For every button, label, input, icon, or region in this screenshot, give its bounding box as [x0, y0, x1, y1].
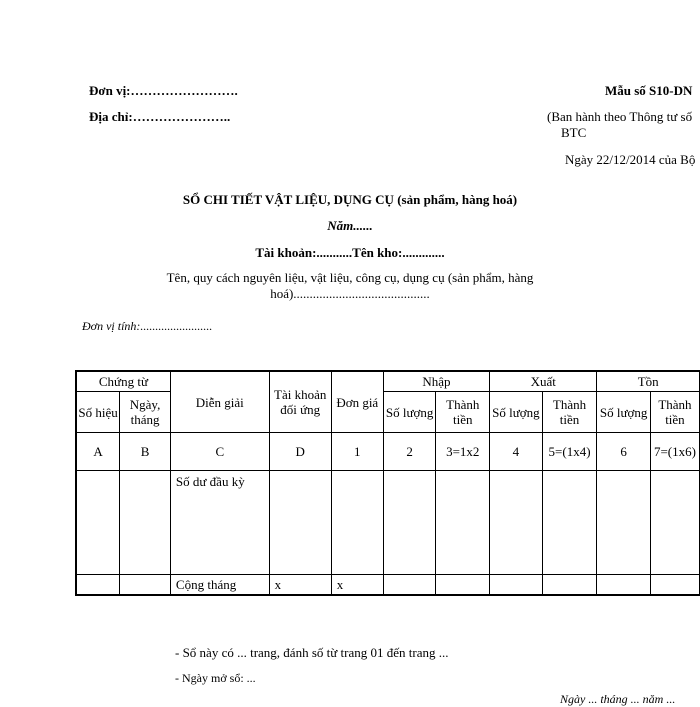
material-spec-line: Tên, quy cách nguyên liệu, vật liệu, công cụ, dụng cụ (sản phẩm, hàng hoá).......................................... [166, 270, 534, 301]
code-cell: D [269, 433, 331, 471]
body-cell [120, 471, 171, 575]
issued-by-line-1: (Ban hành theo Thông tư số [547, 109, 693, 124]
page-count-note: - Sổ này có ... trang, đánh số từ trang 01 đến trang ... [175, 645, 449, 660]
code-cell: 2 [383, 433, 436, 471]
body-cell [597, 471, 651, 575]
header-dien-giai: Diễn giải [170, 371, 269, 433]
body-cell [542, 575, 597, 596]
body-cell [383, 575, 436, 596]
body-cell [76, 471, 120, 575]
subheader-ton-thanh-tien: Thành tiền [650, 392, 699, 433]
body-cell [120, 575, 171, 596]
form-number: Mẫu số S10-DN [605, 83, 693, 98]
code-cell: B [120, 433, 171, 471]
body-cell [650, 471, 699, 575]
month-total-price-x: x [331, 575, 383, 596]
subheader-nhap-thanh-tien: Thành tiền [436, 392, 490, 433]
subheader-ngay-thang: Ngày, tháng [120, 392, 171, 433]
code-cell: 6 [597, 433, 651, 471]
subheader-ton-so-luong: Số lượng [597, 392, 651, 433]
issued-date: Ngày 22/12/2014 của Bộ [565, 152, 696, 167]
open-date-note: - Ngày mở sổ: ... [175, 671, 256, 685]
body-cell [597, 575, 651, 596]
code-cell: 1 [331, 433, 383, 471]
dia-chi-label: Địa chỉ:………………….. [89, 109, 231, 124]
header-nhap: Nhập [383, 371, 489, 392]
month-total-label: Cộng tháng [170, 575, 269, 596]
code-cell: C [170, 433, 269, 471]
year-line: Năm...... [327, 218, 373, 233]
body-cell [269, 471, 331, 575]
code-cell: 3=1x2 [436, 433, 490, 471]
body-cell [383, 471, 436, 575]
body-cell [490, 471, 543, 575]
body-cell [650, 575, 699, 596]
header-tai-khoan-doi-ung: Tài khoản đối ứng [269, 371, 331, 433]
subheader-nhap-so-luong: Số lượng [383, 392, 436, 433]
header-ton: Tồn [597, 371, 700, 392]
code-cell: 5=(1x4) [542, 433, 597, 471]
header-chung-tu: Chứng từ [76, 371, 170, 392]
code-cell: 7=(1x6) [650, 433, 699, 471]
subheader-xuat-thanh-tien: Thành tiền [542, 392, 597, 433]
opening-balance-label: Số dư đầu kỳ [170, 471, 269, 575]
month-total-account-x: x [269, 575, 331, 596]
subheader-so-hieu: Số hiệu [76, 392, 120, 433]
body-cell [490, 575, 543, 596]
code-cell: 4 [490, 433, 543, 471]
document-title: SỔ CHI TIẾT VẬT LIỆU, DỤNG CỤ (sản phẩm, hàng hoá) [182, 192, 518, 207]
footer-date: Ngày ... tháng ... năm ... [560, 692, 676, 706]
body-cell [331, 471, 383, 575]
body-cell [436, 471, 490, 575]
account-warehouse-line: Tài khoản:...........Tên kho:............. [255, 245, 445, 260]
body-cell [542, 471, 597, 575]
ledger-table [75, 370, 700, 596]
code-cell: A [76, 433, 120, 471]
subheader-xuat-so-luong: Số lượng [490, 392, 543, 433]
body-cell [76, 575, 120, 596]
issued-by-line-2: BTC [561, 125, 587, 140]
unit-line: Đơn vị tính:........................ [82, 319, 213, 333]
header-xuat: Xuất [490, 371, 597, 392]
body-cell [436, 575, 490, 596]
header-don-gia: Đơn giá [331, 371, 383, 433]
don-vi-label: Đơn vị:……………………. [89, 83, 238, 98]
